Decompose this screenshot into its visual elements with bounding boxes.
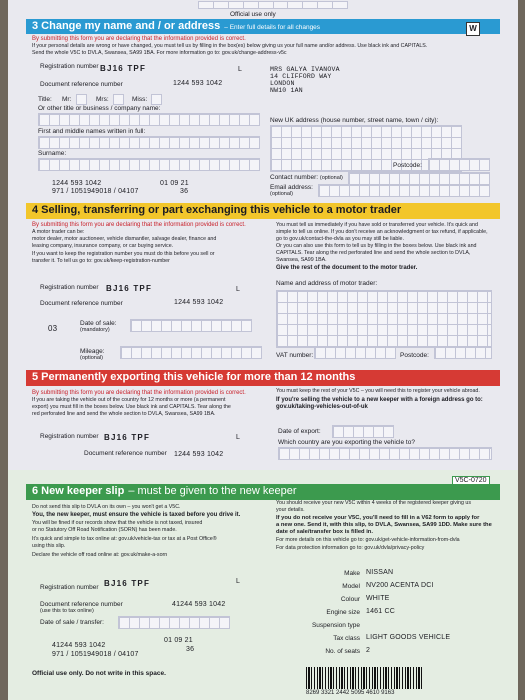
s4-docref-label: Document reference number [40, 300, 123, 307]
s5-reg-value: BJ16 TPF [104, 433, 151, 442]
s4-left-5: transfer it. To tell us go to: gov.uk/keep-registration-number [32, 258, 170, 264]
s3-contact-label: Contact number: (optional) [270, 174, 343, 181]
s6-susp-label: Suspension type [311, 622, 360, 629]
section-5-header [26, 370, 500, 386]
s4-postcode-field[interactable] [434, 346, 492, 359]
s6-right-1: You should receive your new V5C within 4 weeks of the registered keeper giving us [276, 500, 472, 506]
s3-reg-label: Registration number [40, 63, 99, 70]
s4-docref-value: 1244 593 1042 [174, 299, 224, 306]
s6-docref-label: Document reference number [40, 601, 123, 608]
s4-right-2: simple to tell us online. If you don't receive an acknowledgment or tax refund, if applicable, [276, 229, 488, 235]
official-use-boxes [198, 1, 348, 9]
s6-print-num: 36 [186, 646, 195, 653]
s4-right-3: go to gov.uk/contact-the-dvla as you may still be liable. [276, 236, 404, 242]
s6-left-2: You, the new keeper, must ensure the vehicle is taxed before you drive it. [32, 512, 241, 518]
s4-date-sale-field[interactable] [130, 319, 252, 332]
s6-make: NISSAN [366, 569, 394, 576]
s6-print-date: 01 09 21 [164, 637, 193, 644]
s6-form-code: V5C-0720 [452, 476, 490, 485]
s6-print-ref: 971 / 1051949018 / 04107 [52, 651, 139, 658]
s6-left-4: or no Statutory Off Road Notification (SORN) has been made. [32, 527, 177, 533]
s6-make-label: Make [344, 570, 360, 577]
s6-engine: 1461 CC [366, 608, 396, 615]
barcode [306, 667, 424, 689]
s3-reg-value: BJ16 TPF [100, 64, 147, 73]
s4-right-4: Or you can also use this form to tell us by filling in the boxes below. Use black ink and [276, 243, 477, 249]
s4-date-sale-opt: (mandatory) [80, 327, 110, 333]
s4-vat-field[interactable] [314, 346, 396, 359]
s4-give-rest: Give the rest of the document to the motor trader. [276, 265, 418, 271]
s6-left-1: Do not send this slip to DVLA on its own – you won't get a V5C. [32, 504, 181, 510]
s4-code: 03 [48, 324, 58, 333]
s6-model: NV200 ACENTA DCI [366, 582, 434, 589]
s3-postcode-field[interactable] [428, 158, 490, 171]
s4-reg-value: BJ16 TPF [106, 284, 153, 293]
s6-reg-label: Registration number [40, 584, 99, 591]
s6-colour: WHITE [366, 595, 390, 602]
s6-seats-label: No. of seats [325, 648, 360, 655]
s4-left-1: A motor trader can be: [32, 229, 85, 235]
s6-date-label: Date of sale / transfer: [40, 619, 104, 626]
s3-reg-suffix: L [238, 66, 243, 73]
s4-reg-suffix: L [236, 286, 241, 293]
s3-new-address-label: New UK address (house number, street name, town / city): [270, 117, 439, 124]
s5-reg-suffix: L [236, 434, 241, 441]
s5-country-field[interactable] [278, 447, 492, 460]
s6-right-6: For more details on this vehicle go to: gov.uk/get-vehicle-information-from-dvla [276, 537, 460, 543]
s6-taxclass: LIGHT GOODS VEHICLE [366, 634, 451, 641]
s3-print-num: 36 [180, 188, 189, 195]
s5-export-date-field[interactable] [332, 425, 394, 438]
s3-other-title-label: Or other title or business / company name: [38, 105, 161, 112]
s6-model-label: Model [342, 583, 360, 590]
s6-seats: 2 [366, 647, 371, 654]
s6-docref-value: 41244 593 1042 [172, 601, 226, 608]
s6-right-5: date of sale/transfer box is filled in. [276, 529, 373, 535]
s3-address-3: LONDON [270, 80, 295, 87]
s3-intro-1: By submitting this form you are declaring that the information provided is correct. [32, 36, 246, 42]
official-use-label: Official use only [230, 11, 276, 18]
s3-address-2: 14 CLIFFORD WAY [270, 73, 332, 80]
s4-date-sale-label: Date of sale: [80, 320, 117, 327]
s4-right-5: CAPITALS. Tear along the red perforated line and send the whole section to DVLA, [276, 250, 471, 256]
s3-surname-label: Surname: [38, 150, 67, 157]
s6-right-3: If you do not receive your V5C, you'll need to fill in a V62 form to apply for [276, 515, 480, 521]
s3-docref-label: Document reference number [40, 81, 123, 88]
s4-postcode-label: Postcode: [400, 352, 429, 359]
s6-date-field[interactable] [118, 616, 230, 629]
s3-print-ref: 971 / 1051949018 / 04107 [52, 188, 139, 195]
s3-address-1: MRS GALYA IVANOVA [270, 66, 340, 73]
s5-declare: By submitting this form you are declaring that the information provided is correct. [32, 390, 246, 396]
s6-reg-value: BJ16 TPF [104, 579, 151, 588]
s6-left-5: It's quick and simple to tax online at: gov.uk/vehicle-tax or tax at a Post Office® [32, 536, 217, 542]
s5-left-2: export) you must fill in the boxes below. Use black ink and CAPITALS. Tear along the [32, 404, 231, 410]
barcode-number: 8269 3321 2442 5095 4610 9163 [306, 690, 395, 696]
s6-right-2: your details. [276, 507, 305, 513]
s4-mileage-field[interactable] [120, 346, 262, 359]
s4-left-4: If you want to keep the registration number you must do this before you sell or [32, 251, 215, 257]
s3-intro-2: If your personal details are wrong or have changed, you must tell us by filling in the box(es) below giving us your full name and/or address. Use black ink and CAPITALS. [32, 43, 428, 49]
s3-first-names-label: First and middle names written in full: [38, 128, 146, 135]
s4-vat-label: VAT number: [276, 352, 314, 359]
s6-docref-sub: (use this to tax online) [40, 608, 94, 614]
s5-left-3: red perforated line and send the whole section to DVLA, Swansea, SA99 1BA. [32, 411, 216, 417]
s6-left-7: Declare the vehicle off road online at: gov.uk/make-a-sorn [32, 552, 168, 558]
s3-mr-box[interactable] [76, 94, 87, 105]
s3-mrs-box[interactable] [113, 94, 124, 105]
s3-title-label: Title: [38, 96, 52, 103]
s4-declare: By submitting this form you are declaring that the information provided is correct. [32, 222, 246, 228]
s3-first-names-field[interactable] [38, 136, 260, 149]
s4-left-2: motor dealer, motor auctioneer, vehicle dismantler, salvage dealer, finance and [32, 236, 217, 242]
s4-right-1: You must tell us immediately if you have sold or transferred your vehicle. It's quick and [276, 222, 478, 228]
s5-country-label: Which country are you exporting the vehicle to? [278, 439, 415, 446]
s4-trader-field[interactable] [276, 290, 492, 348]
s3-mrs-label: Mrs: [96, 96, 109, 103]
s6-right-4: a new one. Send it, with this slip, to DVLA, Swansea, SA99 1DD. Make sure the [276, 522, 492, 528]
s5-right-2: If you're selling the vehicle to a new keeper with a foreign address go to: [276, 397, 483, 403]
s3-other-title-field[interactable] [38, 113, 260, 126]
section-6-header [26, 484, 500, 500]
s3-email-field[interactable] [318, 184, 490, 197]
s6-reg-suffix: L [236, 578, 241, 585]
s6-engine-label: Engine size [326, 609, 360, 616]
s3-address-4: NW10 1AN [270, 87, 303, 94]
s6-right-7: For data protection information go to: gov.uk/dvla/privacy-policy [276, 545, 425, 551]
section-3-subtitle: – Enter full details for all changes [224, 24, 321, 31]
section-6-title-rest: – must be given to the new keeper [128, 485, 297, 497]
s6-left-6: using this slip. [32, 543, 66, 549]
section-4-title: 4 Selling, transferring or part exchanging this vehicle to a motor trader [32, 204, 402, 216]
s6-left-3: You will be fined if our records show that the vehicle is not taxed, insured [32, 520, 203, 526]
s4-left-3: leasing company, insurance company, or car buying service. [32, 243, 174, 249]
s5-docref-value: 1244 593 1042 [174, 451, 224, 458]
s3-postcode-label: Postcode: [393, 162, 422, 169]
s4-reg-label: Registration number [40, 284, 99, 291]
s5-right-3: gov.uk/taking-vehicles-out-of-uk [276, 404, 368, 410]
v5c-form-page [8, 0, 518, 700]
s3-print-docref: 1244 593 1042 [52, 180, 102, 187]
s4-mileage-opt: (optional) [80, 355, 103, 361]
s6-taxclass-label: Tax class [333, 635, 360, 642]
section-3-w-badge: W [466, 22, 480, 36]
s5-reg-label: Registration number [40, 433, 99, 440]
s3-email-opt: (optional) [270, 191, 293, 197]
s4-mileage-label: Mileage: [80, 348, 105, 355]
s3-surname-field[interactable] [38, 158, 260, 171]
section-5-title: 5 Permanently exporting this vehicle for more than 12 months [32, 371, 356, 383]
s6-official-note: Official use only. Do not write in this space. [32, 670, 166, 677]
s4-trader-label: Name and address of motor trader: [276, 280, 378, 287]
s3-email-label: Email address: [270, 184, 313, 191]
section-4-header [26, 203, 500, 219]
s6-colour-label: Colour [340, 596, 360, 603]
s3-intro-3: Send the whole V5C to DVLA, Swansea, SA99 1BA. For more information go to: gov.uk/change-address-v5c [32, 50, 287, 56]
s4-right-6: Swansea, SA99 1BA. [276, 257, 327, 263]
section-3-title: 3 Change my name and / or address [32, 20, 221, 32]
s3-docref-value: 1244 593 1042 [173, 80, 223, 87]
s6-print-docref: 41244 593 1042 [52, 642, 106, 649]
s5-export-date-label: Date of export: [278, 428, 321, 435]
s3-mr-label: Mr: [62, 96, 72, 103]
s3-miss-box[interactable] [151, 94, 162, 105]
s5-left-1: If you are taking the vehicle out of the country for 12 months or more (a permanent [32, 397, 226, 403]
s3-miss-label: Miss: [132, 96, 148, 103]
s5-docref-label: Document reference number [84, 450, 167, 457]
section-3-header [26, 19, 500, 34]
s3-print-date: 01 09 21 [160, 180, 189, 187]
section-6-title: 6 New keeper slip [32, 485, 125, 497]
s5-right-1: You must keep the rest of your V5C – you will need this to register your vehicle abroad. [276, 388, 480, 394]
